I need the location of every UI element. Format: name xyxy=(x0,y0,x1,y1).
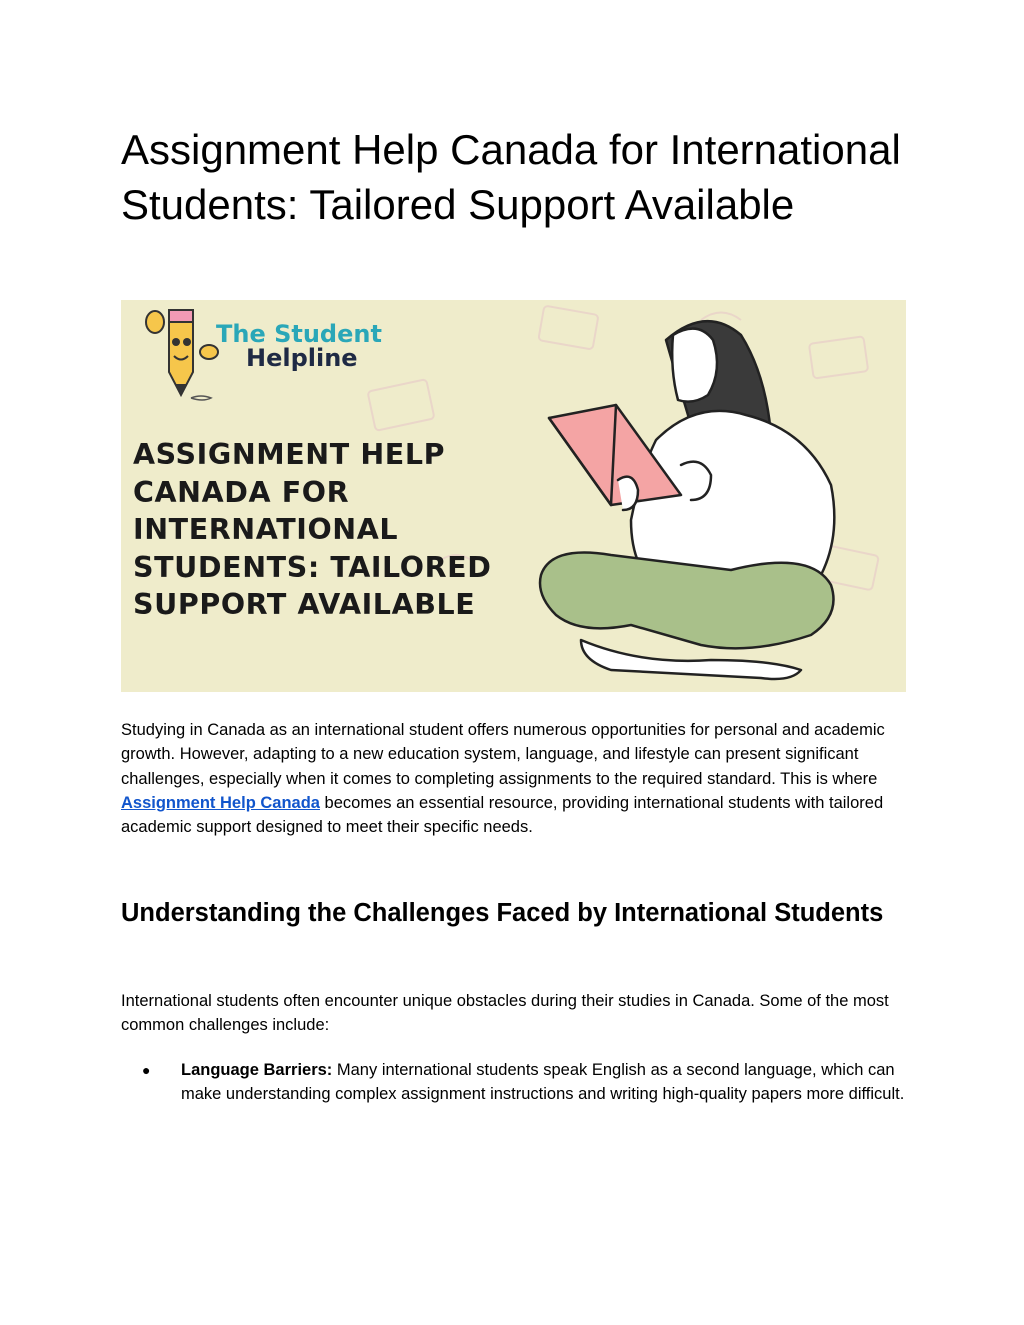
reading-girl-illustration xyxy=(540,321,834,679)
hero-headline-line: ASSIGNMENT HELP xyxy=(133,438,446,471)
assignment-help-canada-link[interactable]: Assignment Help Canada xyxy=(121,793,320,812)
pencil-mascot-icon xyxy=(146,310,218,400)
logo-text-line2: Helpline xyxy=(246,344,358,372)
list-item xyxy=(121,1058,908,1107)
intro-text-before: Studying in Canada as an international student offers numerous opportunities for personal and academic growth. However, adapting to a new education system, language, and lifestyle can present significant challenges, especially when it comes to completing assignments to the required standard. This is where xyxy=(121,721,885,788)
page-title: Assignment Help Canada for International Students: Tailored Support Available xyxy=(121,126,901,228)
list-item-text: Many international students speak English as a second language, which can make understanding complex assignment instructions and writing high-quality papers more difficult. xyxy=(181,1061,905,1104)
list-item-label: Language Barriers: xyxy=(181,1061,333,1079)
logo-text-line1: The Student xyxy=(216,320,382,348)
hero-banner xyxy=(121,300,906,692)
hero-headline-line: CANADA FOR xyxy=(133,475,350,509)
hero-headline xyxy=(133,436,492,624)
hero-headline-line: STUDENTS: TAILORED xyxy=(133,550,492,584)
intro-paragraph xyxy=(121,718,908,839)
bullet-icon: ● xyxy=(142,1062,151,1078)
section-heading: Understanding the Challenges Faced by International Students xyxy=(121,899,884,927)
challenges-list xyxy=(121,1058,908,1107)
section-intro: International students often encounter unique obstacles during their studies in Canada. Some of the most common challenges include: xyxy=(121,992,889,1035)
hero-headline-line: INTERNATIONAL xyxy=(133,513,399,546)
hero-headline-line: SUPPORT AVAILABLE xyxy=(133,588,476,621)
intro-text-after: becomes an essential resource, providing international students with tailored academic support designed to meet their specific needs. xyxy=(121,793,884,837)
